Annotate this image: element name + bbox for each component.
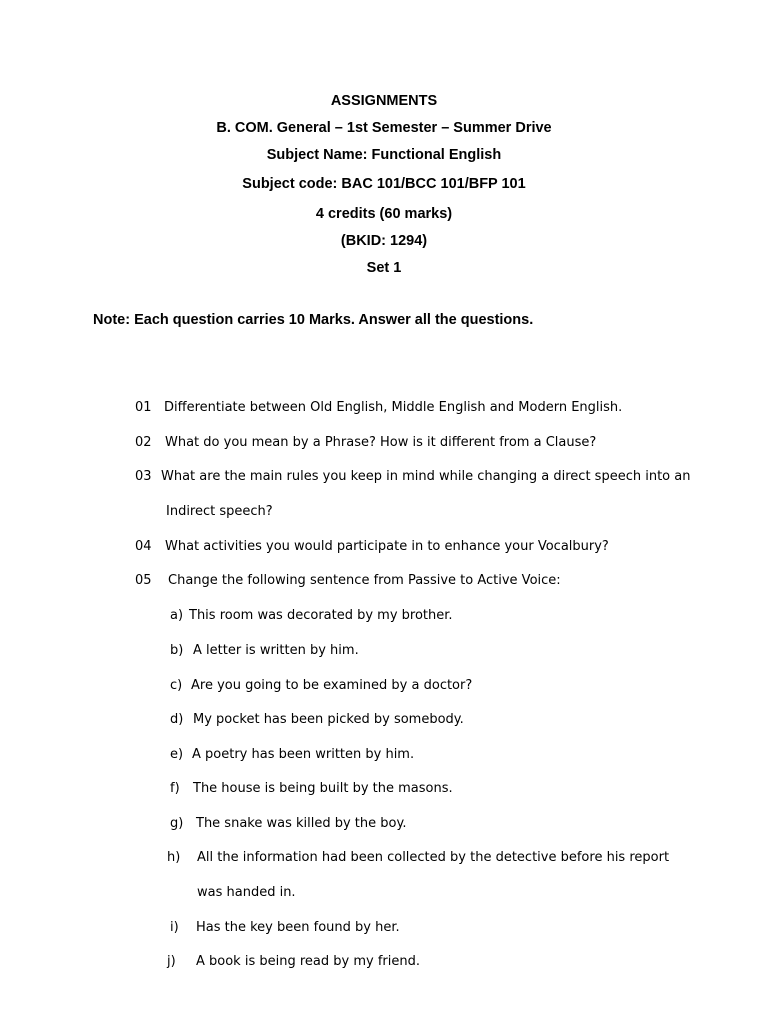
sub-item-text: All the information had been collected by the detective before his report [197,850,670,865]
sub-item-label: a) [170,608,184,623]
sub-item-label: e) [170,747,184,762]
sub-item-label: d) [170,712,184,727]
sub-item-label: c) [170,678,183,693]
sub-item-text: The snake was killed by the boy. [196,816,407,831]
subject-code: Subject code: BAC 101/BCC 101/BFP 101 [242,176,526,192]
sub-item-label: g) [170,816,184,831]
sub-item-text: This room was decorated by my brother. [189,608,453,623]
question-number: 02 [135,435,152,450]
set-label: Set 1 [366,260,402,276]
question-text: What are the main rules you keep in mind while changing a direct speech into an [161,469,691,484]
sub-item-text: A poetry has been written by him. [192,747,415,762]
sub-item-label: i) [170,920,179,935]
question-text: Change the following sentence from Passive to Active Voice: [168,573,561,588]
question-text-cont: Indirect speech? [166,504,273,519]
sub-item-label: f) [170,781,180,796]
program-line: B. COM. General – 1st Semester – Summer Drive [216,120,552,136]
question-number: 03 [135,469,152,484]
question-text: What do you mean by a Phrase? How is it different from a Clause? [165,435,597,450]
credits-line: 4 credits (60 marks) [315,206,453,222]
bkid-line: (BKID: 1294) [340,233,428,249]
sub-item-text: Are you going to be examined by a doctor? [191,678,473,693]
sub-item-text: A letter is written by him. [193,643,359,658]
sub-item-text: A book is being read by my friend. [196,954,420,969]
question-number: 04 [135,539,152,554]
sub-item-text: My pocket has been picked by somebody. [193,712,464,727]
sub-item-label: j) [167,954,176,969]
sub-item-label: h) [167,850,181,865]
question-number: 05 [135,573,152,588]
sub-item-text-cont: was handed in. [197,885,296,900]
subject-name: Subject Name: Functional English [266,147,502,163]
sub-item-label: b) [170,643,184,658]
question-text: What activities you would participate in to enhance your Vocalbury? [165,539,609,554]
question-number: 01 [135,400,152,415]
sub-item-text: The house is being built by the masons. [193,781,453,796]
instructions-note: Note: Each question carries 10 Marks. Answer all the questions. [93,312,534,328]
sub-item-text: Has the key been found by her. [196,920,400,935]
document-title: ASSIGNMENTS [330,93,438,109]
question-text: Differentiate between Old English, Middle English and Modern English. [164,400,623,415]
